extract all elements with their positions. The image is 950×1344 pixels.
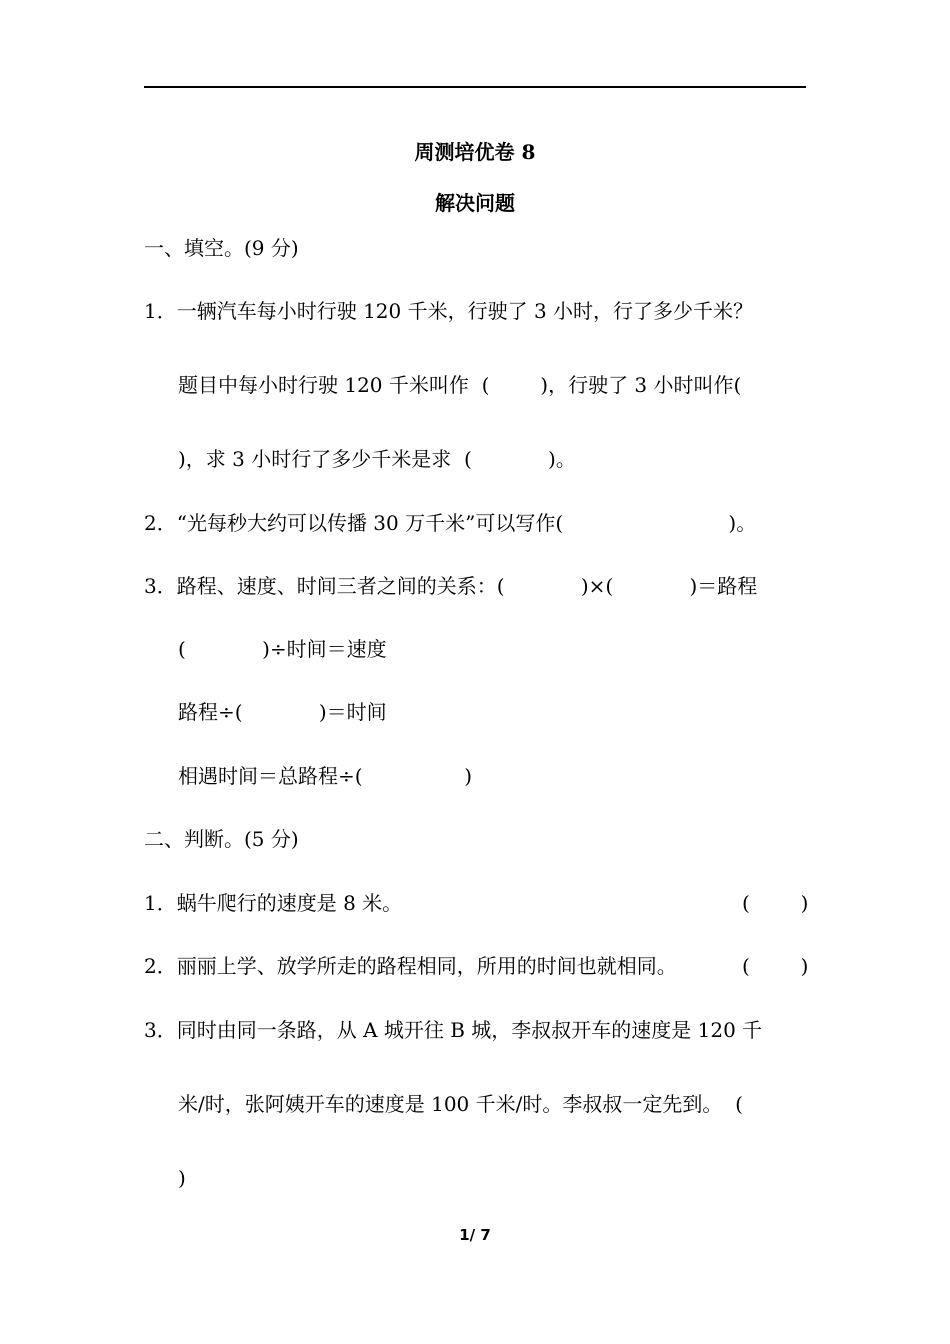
section1-heading: 一、填空。(9 分) <box>144 236 299 260</box>
s2-q3-line3: ) <box>178 1166 186 1190</box>
s1-q2: 2．“光每秒大约可以传播 30 万千米”可以写作( )。 <box>144 511 757 535</box>
doc-title: 周测培优卷 8 <box>414 140 536 164</box>
s2-q1-bracket: ( ) <box>742 891 809 915</box>
doc-subtitle: 解决问题 <box>435 191 515 215</box>
s2-q2-text: 2．丽丽上学、放学所走的路程相同，所用的时间也就相同。 <box>144 954 677 978</box>
s2-q3-line1: 3．同时由同一条路，从 A 城开往 B 城，李叔叔开车的速度是 120 千 <box>144 1018 763 1042</box>
s1-q1-line3: )，求 3 小时行了多少千米是求 ( )。 <box>178 447 576 471</box>
s1-q3-line3: 路程÷( )＝时间 <box>178 700 387 724</box>
page-number: 1/ 7 <box>459 1226 491 1244</box>
s2-q1-text: 1．蜗牛爬行的速度是 8 米。 <box>144 891 403 915</box>
header-rule <box>144 86 806 88</box>
s2-q2-bracket: ( ) <box>742 954 809 978</box>
section2-heading: 二、判断。(5 分) <box>144 827 299 851</box>
s1-q1-line2: 题目中每小时行驶 120 千米叫作 ( )，行驶了 3 小时叫作( <box>178 373 742 397</box>
s2-q3-line2: 米/时，张阿姨开车的速度是 100 千米/时。李叔叔一定先到。 ( <box>178 1092 743 1116</box>
s1-q3-line2: ( )÷时间＝速度 <box>178 637 387 661</box>
s1-q3-line1: 3．路程、速度、时间三者之间的关系：( )×( )＝路程 <box>144 574 758 598</box>
s1-q1-line1: 1．一辆汽车每小时行驶 120 千米，行驶了 3 小时，行了多少千米？ <box>144 299 754 323</box>
s1-q3-line4: 相遇时间＝总路程÷( ) <box>178 764 473 788</box>
